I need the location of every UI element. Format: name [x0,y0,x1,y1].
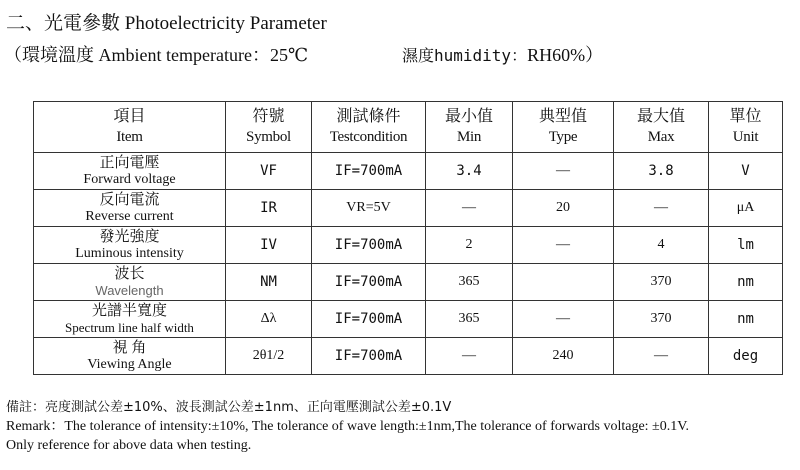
symbol-cell: IR [226,190,312,227]
unit-cell: V [709,153,783,190]
header-symbol: 符號 Symbol [226,102,312,153]
symbol-cell: NM [226,264,312,301]
type-cell: — [513,227,614,264]
min-cell: 365 [426,264,513,301]
table-row [34,338,783,375]
item-cell: 波长 Wavelength [34,264,226,301]
remark-chinese: 備註：亮度測試公差±10%、波長測試公差±1nm、正向電壓測試公差±0.1V [6,400,452,415]
symbol-cell: IV [226,227,312,264]
table-header-row [34,102,783,153]
condition-cell: IF=700mA [312,153,426,190]
max-cell: — [614,338,709,375]
header-min: 最小值 Min [426,102,513,153]
condition-cell: VR=5V [312,190,426,227]
remark-reference: Only reference for above data when testing. [6,438,252,453]
type-cell [513,264,614,301]
condition-cell: IF=700mA [312,338,426,375]
symbol-cell: Δλ [226,301,312,338]
item-cell: 光譜半寬度 Spectrum line half width [34,301,226,338]
unit-cell: nm [709,264,783,301]
unit-cell: deg [709,338,783,375]
condition-cell: IF=700mA [312,227,426,264]
min-cell: 2 [426,227,513,264]
parameter-table [33,101,783,375]
item-cell: 正向電壓 Forward voltage [34,153,226,190]
max-cell: — [614,190,709,227]
min-cell: 3.4 [426,153,513,190]
type-cell: — [513,153,614,190]
min-cell: — [426,338,513,375]
type-cell: 20 [513,190,614,227]
test-conditions [4,41,604,67]
table-row [34,227,783,264]
humidity-value: RH60%） [527,45,604,65]
unit-cell: nm [709,301,783,338]
item-cell: 視 角 Viewing Angle [34,338,226,375]
header-unit: 單位 Unit [709,102,783,153]
max-cell: 370 [614,301,709,338]
table-row [34,301,783,338]
header-max: 最大值 Max [614,102,709,153]
table-row [34,264,783,301]
type-cell: 240 [513,338,614,375]
max-cell: 370 [614,264,709,301]
section-title: 二、光電參數 Photoelectricity Parameter [6,13,327,34]
item-cell: 反向電流 Reverse current [34,190,226,227]
humidity-label: 濕度humidity： [402,46,528,65]
header-test-condition: 測試條件 Testcondition [312,102,426,153]
max-cell: 4 [614,227,709,264]
max-cell: 3.8 [614,153,709,190]
ambient-temperature: （環境溫度 Ambient temperature：25℃ [4,45,309,65]
humidity [402,41,603,67]
condition-cell: IF=700mA [312,264,426,301]
item-cell: 發光強度 Luminous intensity [34,227,226,264]
remarks [6,398,689,455]
unit-cell: lm [709,227,783,264]
remark-english: Remark：The tolerance of intensity:±10%, The tolerance of wave length:±1nm,The tolerance of forwards voltage: ±0.1V. [6,419,690,434]
table-row [34,190,783,227]
header-item: 項目 Item [34,102,226,153]
header-type: 典型值 Type [513,102,614,153]
min-cell: — [426,190,513,227]
symbol-cell: 2θ1/2 [226,338,312,375]
unit-cell: μA [709,190,783,227]
type-cell: — [513,301,614,338]
table-row [34,153,783,190]
condition-cell: IF=700mA [312,301,426,338]
symbol-cell: VF [226,153,312,190]
min-cell: 365 [426,301,513,338]
